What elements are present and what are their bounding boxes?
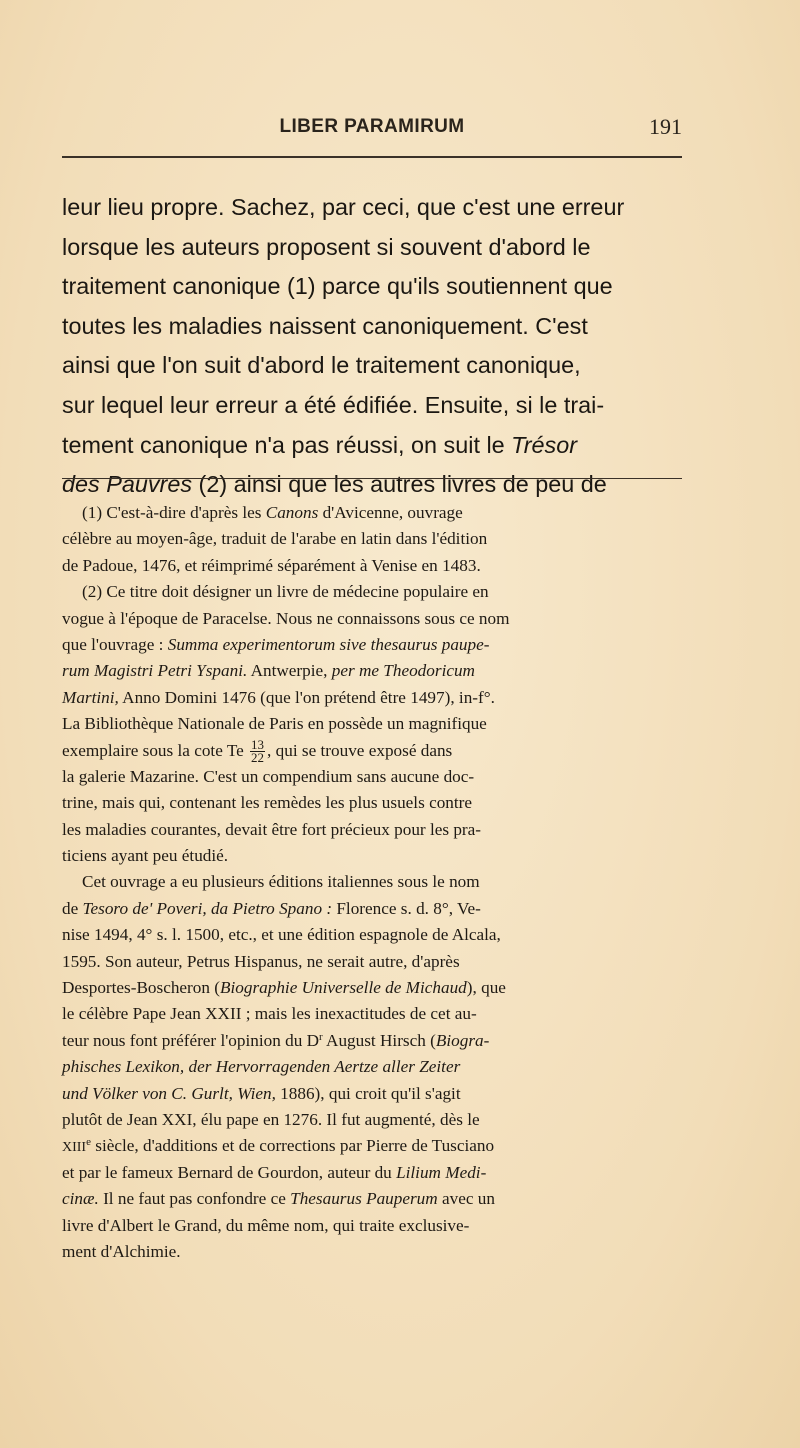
shelfmark-fraction <box>250 736 265 765</box>
note-italic: Biogra- <box>435 1030 490 1050</box>
superscript: e <box>86 1136 91 1149</box>
note-italic: Summa experimentorum sive thesaurus paupe- <box>167 634 490 654</box>
footnote-line <box>62 632 682 658</box>
footnote-line <box>62 790 682 816</box>
footnote-line <box>62 1081 682 1107</box>
note-text <box>62 632 489 658</box>
footnote-line <box>62 1186 682 1212</box>
main-line-text: toutes les maladies naissent canoniquement. C'est <box>62 312 588 339</box>
note-text: Il ne faut pas confondre ce <box>98 1189 291 1209</box>
note-text <box>62 1081 461 1107</box>
main-line-text: lorsque les auteurs proposent si souvent d'abord le <box>62 233 591 260</box>
italic-title: Trésor <box>511 431 578 458</box>
footnote-line <box>62 685 682 711</box>
note-text: 1595. Son auteur, Petrus Hispanus, ne serait autre, d'après <box>62 951 460 971</box>
main-line-text: leur lieu propre. Sachez, par ceci, que c'est une erreur <box>62 194 625 220</box>
footnote-rule <box>62 478 682 479</box>
main-line-text: ainsi que l'on suit d'abord le traitement canonique, <box>62 352 581 379</box>
note-text: ment d'Alchimie. <box>62 1241 181 1261</box>
main-line <box>62 465 682 505</box>
note-text <box>82 500 463 526</box>
note-text: et par le fameux Bernard de Gourdon, auteur du <box>62 1162 397 1182</box>
note-text: les maladies courantes, devait être fort précieux pour les pra- <box>62 819 482 839</box>
note-text: (1) C'est-à-dire d'après les <box>82 503 266 522</box>
footnote-line <box>62 1133 682 1159</box>
main-line-text: tement canonique n'a pas réussi, on suit le <box>62 431 512 458</box>
note-text: Antwerpie, <box>247 661 332 681</box>
footnote-line <box>62 526 682 552</box>
note-text: 1886), qui croit qu'il s'agit <box>275 1083 461 1103</box>
note-text: livre d'Albert le Grand, du même nom, qui traite exclusive- <box>62 1215 470 1235</box>
note-italic: Lilium Medi- <box>396 1162 487 1182</box>
main-line <box>62 188 682 228</box>
footnotes <box>62 500 682 1265</box>
note-italic: per me Theodoricum <box>331 661 475 681</box>
footnote-line <box>62 896 682 922</box>
note-text: teur nous font préférer l'opinion du D <box>62 1030 320 1050</box>
main-line-text: traitement canonique (1) parce qu'ils soutiennent que <box>62 273 613 300</box>
note-text: August Hirsch ( <box>322 1030 436 1050</box>
note-italic: Martini, <box>62 687 119 707</box>
page-number: 191 <box>649 114 682 139</box>
main-line <box>62 307 682 347</box>
footnote-line <box>62 764 682 790</box>
note-italic: rum Magistri Petri Yspani. <box>62 661 248 681</box>
main-text <box>62 188 682 505</box>
main-line <box>62 346 682 386</box>
footnote-line <box>62 949 682 975</box>
italic-title: des Pauvres <box>62 471 193 498</box>
note-text <box>62 1133 494 1159</box>
note-text: exemplaire sous la cote Te <box>62 740 249 760</box>
footnote-line <box>62 711 682 737</box>
note-text: célèbre au moyen-âge, traduit de l'arabe en latin dans l'édition <box>62 529 488 549</box>
note-italic: phisches Lexikon, der Hervorragenden Aertze aller Zeiter <box>62 1057 461 1077</box>
fraction-denominator: 22 <box>251 749 265 765</box>
note-text: de Padoue, 1476, et réimprimé séparément à Venise en 1483. <box>62 555 481 575</box>
main-line-text: (2) ainsi que les autres livres de peu de <box>192 471 607 498</box>
note-text: nise 1494, 4° s. l. 1500, etc., et une édition espagnole de Alcala, <box>62 925 501 945</box>
footnote-line <box>62 1028 682 1054</box>
footnote-line <box>62 1107 682 1133</box>
note-italic: cinæ. <box>62 1189 99 1209</box>
note-text: La Bibliothèque Nationale de Paris en possède un magnifique <box>62 714 487 734</box>
note-text <box>62 975 506 1001</box>
note-text: de <box>62 898 83 918</box>
note-text: Cet ouvrage a eu plusieurs éditions italiennes sous le nom <box>82 872 480 892</box>
note-text: Anno Domini 1476 (que l'on prétend être 1497), in-f°. <box>118 687 495 707</box>
note-text: siècle, d'additions et de corrections par Pierre de Tusciano <box>91 1136 495 1156</box>
main-line <box>62 386 682 426</box>
note-text: (2) Ce titre doit désigner un livre de médecine populaire en <box>82 582 489 602</box>
note-italic: und Völker von C. Gurlt, Wien, <box>62 1083 276 1103</box>
note-text: trine, mais qui, contenant les remèdes les plus usuels contre <box>62 793 473 813</box>
note-text <box>62 738 452 764</box>
fraction-numerator: 13 <box>251 736 265 752</box>
note-text: ticiens ayant peu étudié. <box>62 846 229 866</box>
main-line <box>62 228 682 268</box>
footnote-line <box>62 738 682 764</box>
running-title: LIBER PARAMIRUM <box>279 116 465 137</box>
note-text: , qui se trouve exposé dans <box>267 740 453 760</box>
footnote-line <box>62 579 682 605</box>
note-text: avec un <box>437 1189 495 1209</box>
note-text <box>62 896 481 922</box>
note-text: le célèbre Pape Jean XXII ; mais les inexactitudes de cet au- <box>62 1004 477 1024</box>
footnote-line <box>62 1001 682 1027</box>
note-text <box>62 1186 495 1212</box>
footnote-line <box>62 1160 682 1186</box>
main-line-text: sur lequel leur erreur a été édifiée. Ensuite, si le trai- <box>62 391 605 418</box>
note-text: Desportes-Boscheron ( <box>62 978 220 998</box>
note-text: plutôt de Jean XXI, élu pape en 1276. Il fut augmenté, dès le <box>62 1109 480 1129</box>
note-text <box>62 1028 489 1054</box>
superscript: r <box>319 1030 323 1043</box>
note-italic: Biographie Universelle de Michaud <box>220 978 467 998</box>
header-rule <box>62 156 682 158</box>
note-italic: Tesoro de' Poveri, da Pietro Spano : <box>82 898 333 918</box>
main-line <box>62 267 682 307</box>
footnote-line <box>62 843 682 869</box>
note-text: XIII <box>62 1140 87 1156</box>
footnote-line <box>62 658 682 684</box>
footnote-line <box>62 606 682 632</box>
note-italic: Thesaurus Pauperum <box>290 1189 438 1209</box>
footnote-line <box>62 1054 682 1080</box>
note-text: ), que <box>466 978 506 998</box>
note-text <box>62 658 475 684</box>
note-text: Florence s. d. 8°, Ve- <box>332 898 481 918</box>
footnote-line <box>62 817 682 843</box>
footnote-line <box>62 1213 682 1239</box>
footnote-line <box>62 1239 682 1265</box>
note-text: la galerie Mazarine. C'est un compendium sans aucune doc- <box>62 766 475 786</box>
footnote-line <box>62 922 682 948</box>
note-text <box>62 685 495 711</box>
footnote-line <box>62 553 682 579</box>
main-line <box>62 426 682 466</box>
running-header <box>62 116 682 150</box>
note-italic: Canons <box>265 503 319 522</box>
footnote-line <box>62 975 682 1001</box>
note-text: d'Avicenne, ouvrage <box>318 503 463 522</box>
footnote-line <box>62 869 682 895</box>
note-text: que l'ouvrage : <box>62 634 168 654</box>
note-text <box>62 1160 486 1186</box>
footnote-line <box>62 500 682 526</box>
note-text: vogue à l'époque de Paracelse. Nous ne connaissons sous ce nom <box>62 608 510 628</box>
